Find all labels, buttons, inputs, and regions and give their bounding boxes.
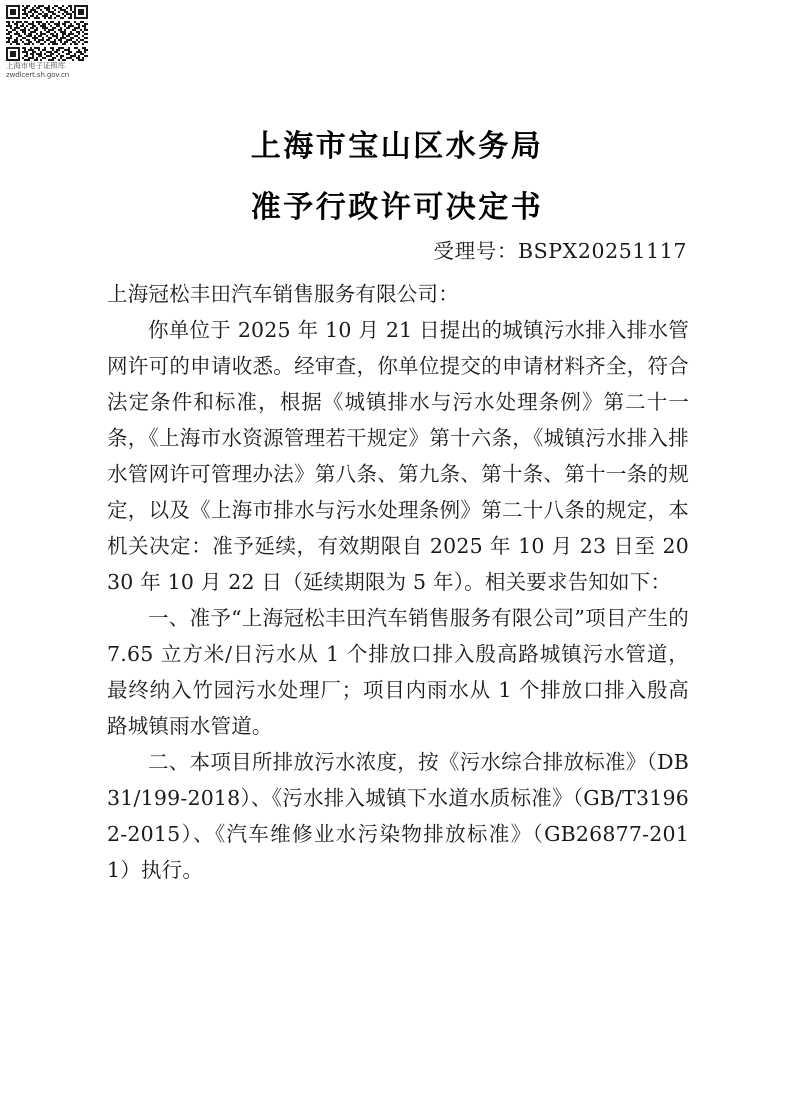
paragraph-item-one: 一、准予“上海冠松丰田汽车销售服务有限公司”项目产生的 7.65 立方米/日污水从 1 个排放口排入殷高路城镇污水管道，最终纳入竹园污水处理厂；项目内雨水从 1 个排放口排入殷高路城镇雨水管道。 [107,606,689,738]
electronic-certificate-stamp [6,5,98,83]
receipt-number-line [434,234,687,264]
receipt-number-value: BSPX20251117 [517,239,687,263]
paragraph-decision: 你单位于 2025 年 10 月 21 日提出的城镇污水排入排水管网许可的申请收悉。经审查，你单位提交的申请材料齐全，符合法定条件和标准，根据《城镇排水与污水处理条例》第二十一条，《上海市水资源管理若干规定》第十六条，《城镇污水排入排水管网许可管理办法》第八条、第九条、第十条、第十一条的规定，以及《上海市排水与污水处理条例》第二十八条的规定，本机关决定：准予延续，有效期限自 2025 年 10 月 23 日至 2030 年 10 月 22 日（延续期限为 5 年）。相关要求告知如下： [107,318,689,594]
addressee-line: 上海冠松丰田汽车销售服务有限公司： [107,282,459,306]
paragraph-item-two: 二、本项目所排放污水浓度，按《污水综合排放标准》（DB31/199-2018）、《污水排入城镇下水道水质标准》（GB/T31962-2015）、《汽车维修业水污染物排放标准》（GB26877-2011）执行。 [107,750,689,882]
stamp-caption-url: zwdlcert.sh.gov.cn [6,70,70,79]
receipt-number-label: 受理号： [433,239,518,263]
page-title-authority: 上海市宝山区水务局 [250,129,544,164]
page-title-document-type: 准予行政许可决定书 [250,190,544,225]
qr-code-icon [6,5,88,61]
stamp-caption-cn: 上海市电子证照库 [6,61,66,70]
document-body [107,276,689,888]
